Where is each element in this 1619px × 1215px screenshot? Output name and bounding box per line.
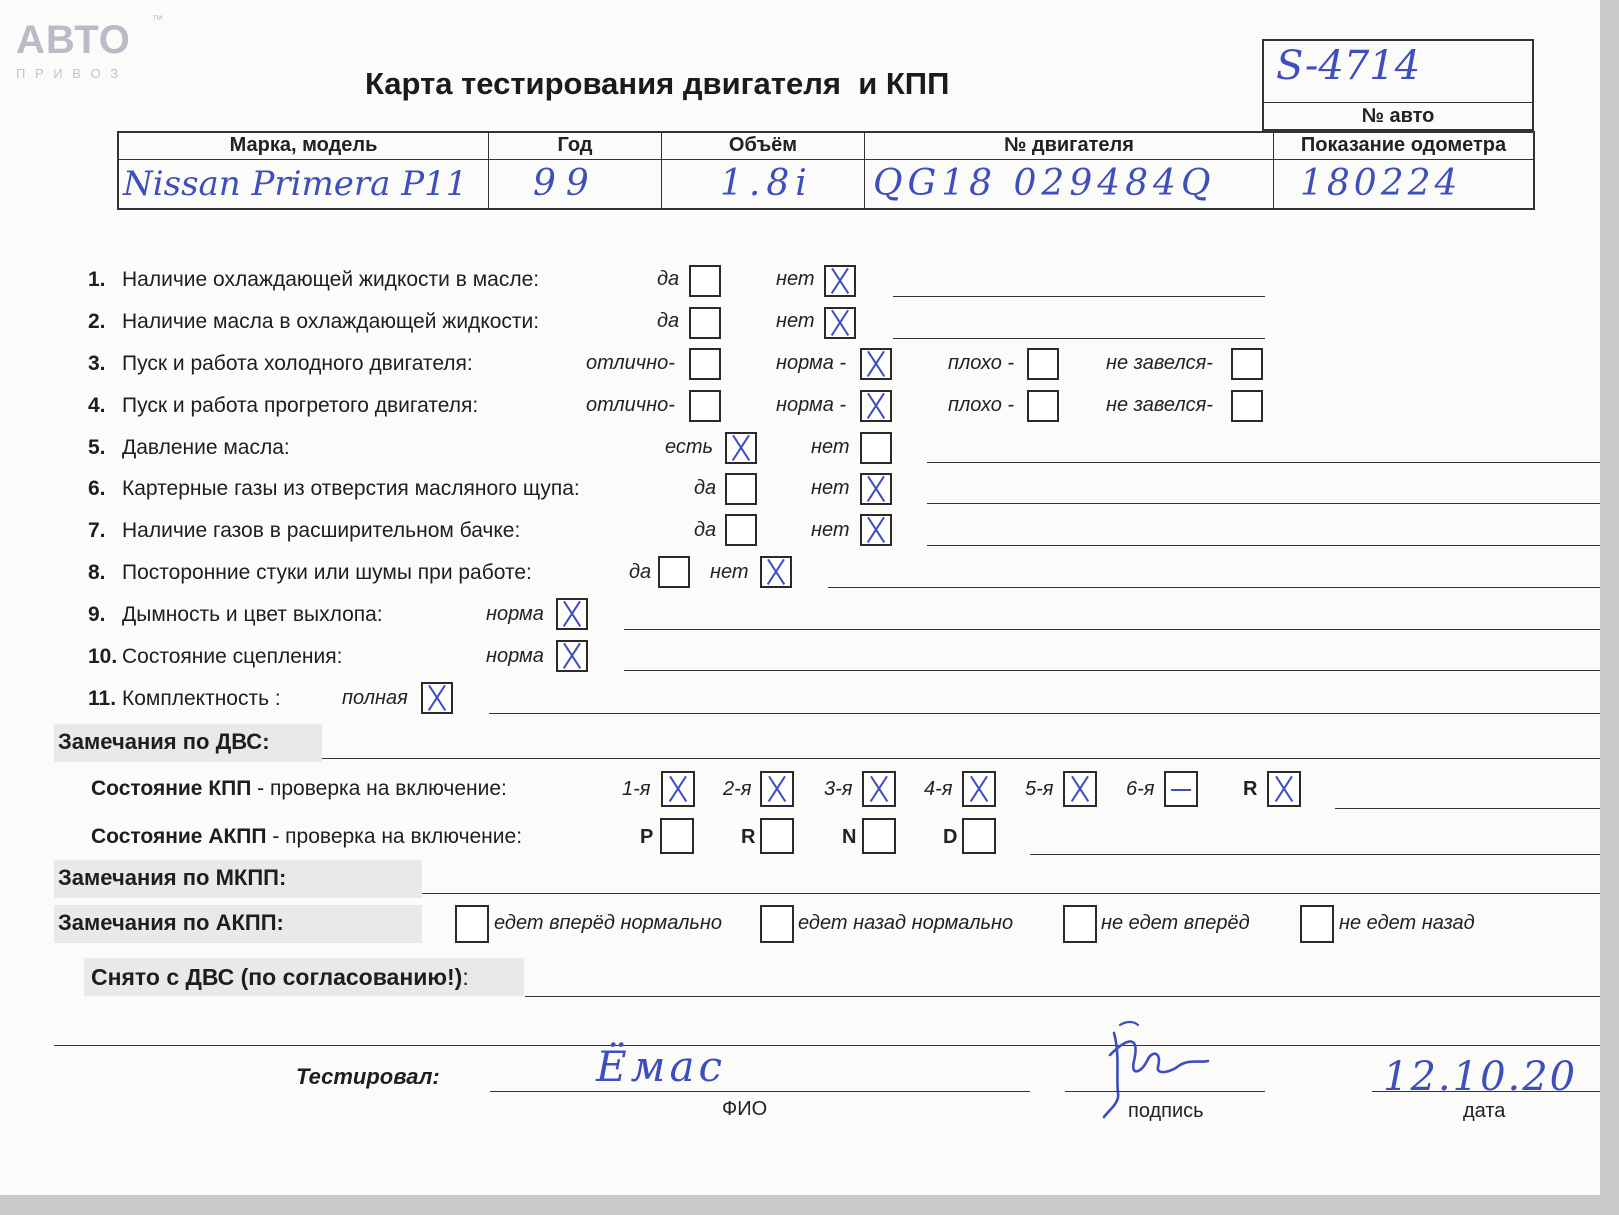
logo-main-text: АВТО <box>16 18 131 62</box>
gear-3-label: 3-я <box>824 778 853 800</box>
q4-no-start-checkbox[interactable] <box>1231 390 1263 422</box>
q4-excellent-label: отлично- <box>586 394 675 416</box>
gear-2-checkbox[interactable] <box>760 771 794 807</box>
question-6-text: Картерные газы из отверстия масляного щупа: <box>122 477 580 500</box>
engine-number-value: QG18 029484Q <box>865 159 1274 209</box>
q5-present-label: есть <box>665 436 714 458</box>
gear-r-label: R <box>1243 778 1258 800</box>
year-label: Год <box>489 132 662 159</box>
q4-excellent-checkbox[interactable] <box>689 390 721 422</box>
gear-5-label: 5-я <box>1025 778 1054 800</box>
mkpp-remarks-line <box>422 893 1600 894</box>
year-value: 99 <box>489 159 662 209</box>
q2-yes-label: да <box>657 310 680 332</box>
volume-label: Объём <box>662 132 865 159</box>
question-4: 4. Пуск и работа прогретого двигателя: <box>88 394 479 417</box>
q7-no-checkbox[interactable] <box>860 514 892 546</box>
akpp-p-checkbox[interactable] <box>660 818 694 854</box>
volume-value: 1.8i <box>662 159 865 209</box>
akpp-d-label: D <box>943 826 958 848</box>
vehicle-header-table <box>117 131 1535 210</box>
akpp-p-label: P <box>640 826 654 848</box>
q8-yes-label: да <box>629 561 652 583</box>
akpp-no-forward-label: не едет вперёд <box>1101 912 1250 934</box>
q3-normal-checkbox[interactable] <box>860 348 892 380</box>
gear-1-checkbox[interactable] <box>661 771 695 807</box>
q2-no-checkbox[interactable] <box>824 307 856 339</box>
q1-no-checkbox[interactable] <box>824 265 856 297</box>
q4-bad-label: плохо - <box>948 394 1015 416</box>
q4-bad-checkbox[interactable] <box>1027 390 1059 422</box>
q10-normal-checkbox[interactable] <box>556 640 588 672</box>
gear-6-checkbox[interactable] <box>1164 771 1198 807</box>
removed-label: Снято с ДВС (по согласованию!): <box>91 964 469 990</box>
question-3: 3. Пуск и работа холодного двигателя: <box>88 352 473 375</box>
question-5: 5. Давление масла: <box>88 436 290 459</box>
q1-yes-label: да <box>657 268 680 290</box>
q7-no-label: нет <box>811 519 850 541</box>
question-8-text: Посторонние стуки или шумы при работе: <box>122 561 532 584</box>
q5-absent-checkbox[interactable] <box>860 432 892 464</box>
date-value: 12.10.20 <box>1383 1054 1578 1100</box>
gear-4-label: 4-я <box>924 778 953 800</box>
engine-number-label: № двигателя <box>865 132 1274 159</box>
q9-normal-label: норма <box>486 603 544 625</box>
q6-yes-checkbox[interactable] <box>725 473 757 505</box>
odometer-value: 180224 <box>1274 159 1535 209</box>
mkpp-remarks-label: Замечания по МКПП: <box>58 865 287 890</box>
date-line <box>1372 1091 1600 1092</box>
question-1: 1. Наличие охлаждающей жидкости в масле: <box>88 268 540 291</box>
auto-number-label: № авто <box>1361 105 1435 127</box>
q6-yes-label: да <box>694 477 717 499</box>
akpp-d-checkbox[interactable] <box>962 818 996 854</box>
q9-normal-checkbox[interactable] <box>556 598 588 630</box>
akpp-r-checkbox[interactable] <box>760 818 794 854</box>
question-10-text: Состояние сцепления: <box>122 645 343 668</box>
q7-yes-checkbox[interactable] <box>725 514 757 546</box>
question-2: 2. Наличие масла в охлаждающей жидкости: <box>88 310 540 333</box>
avtoprivoz-logo <box>14 14 163 81</box>
q2-no-label: нет <box>776 310 815 332</box>
question-1-text: Наличие охлаждающей жидкости в масле: <box>122 268 540 291</box>
gear-6-label: 6-я <box>1126 778 1155 800</box>
model-label: Марка, модель <box>118 132 489 159</box>
akpp-n-label: N <box>842 826 857 848</box>
auto-number-value: S-4714 <box>1276 43 1421 89</box>
q8-no-label: нет <box>710 561 749 583</box>
logo-tm: ™ <box>152 14 163 26</box>
odometer-label: Показание одометра <box>1274 132 1535 159</box>
question-5-text: Давление масла: <box>122 436 290 459</box>
question-7: 7. Наличие газов в расширительном бачке: <box>88 519 521 542</box>
q1-no-label: нет <box>776 268 815 290</box>
q3-bad-checkbox[interactable] <box>1027 348 1059 380</box>
q8-no-checkbox[interactable] <box>760 556 792 588</box>
akpp-label: Состояние АКПП - проверка на включение: <box>91 825 523 848</box>
engine-remarks-line <box>322 758 1600 759</box>
akpp-forward-ok-checkbox[interactable] <box>455 905 489 943</box>
q4-no-start-label: не завелся- <box>1106 394 1213 416</box>
form-title: Карта тестирования двигателя и КПП <box>365 66 950 101</box>
q8-yes-checkbox[interactable] <box>658 556 690 588</box>
signature-label: подпись <box>1128 1100 1204 1122</box>
q3-no-start-label: не завелся- <box>1106 352 1213 374</box>
akpp-no-back-checkbox[interactable] <box>1300 905 1334 943</box>
gear-5-checkbox[interactable] <box>1063 771 1097 807</box>
q7-yes-label: да <box>694 519 717 541</box>
q3-bad-label: плохо - <box>948 352 1015 374</box>
gear-1-label: 1-я <box>622 778 651 800</box>
q4-normal-label: норма - <box>776 394 847 416</box>
q4-normal-checkbox[interactable] <box>860 390 892 422</box>
model-value: Nissan Primera P11 <box>118 159 489 209</box>
q3-normal-label: норма - <box>776 352 847 374</box>
fio-line <box>490 1091 1030 1092</box>
question-10: 10. Состояние сцепления: <box>88 645 343 668</box>
gear-4-checkbox[interactable] <box>962 771 996 807</box>
gear-2-label: 2-я <box>723 778 752 800</box>
akpp-no-forward-checkbox[interactable] <box>1063 905 1097 943</box>
question-9-text: Дымность и цвет выхлопа: <box>122 603 383 626</box>
question-4-text: Пуск и работа прогретого двигателя: <box>122 394 479 417</box>
question-2-text: Наличие масла в охлаждающей жидкости: <box>122 310 540 333</box>
q3-excellent-label: отлично- <box>586 352 675 374</box>
q3-no-start-checkbox[interactable] <box>1231 348 1263 380</box>
date-label: дата <box>1463 1100 1506 1122</box>
q6-no-label: нет <box>811 477 850 499</box>
gear-r-checkbox[interactable] <box>1267 771 1301 807</box>
logo-sub-text: П Р И В О З <box>16 66 122 81</box>
question-11: 11. Комплектность : <box>88 687 281 710</box>
auto-number-box <box>1262 39 1534 131</box>
signature-line <box>1065 1091 1265 1092</box>
q3-excellent-checkbox[interactable] <box>689 348 721 380</box>
akpp-forward-ok-label: едет вперёд нормально <box>494 912 723 934</box>
question-7-text: Наличие газов в расширительном бачке: <box>122 519 521 542</box>
q5-present-checkbox[interactable] <box>725 432 757 464</box>
engine-remarks-label: Замечания по ДВС: <box>58 729 270 754</box>
tester-name-value: Ёмас <box>596 1042 727 1091</box>
q5-absent-label: нет <box>811 436 850 458</box>
akpp-n-checkbox[interactable] <box>862 818 896 854</box>
q6-no-checkbox[interactable] <box>860 473 892 505</box>
akpp-no-back-label: не едет назад <box>1339 912 1475 934</box>
akpp-r-label: R <box>741 826 756 848</box>
akpp-back-ok-checkbox[interactable] <box>760 905 794 943</box>
question-6: 6. Картерные газы из отверстия масляного щупа: <box>88 477 580 500</box>
kpp-label: Состояние КПП - проверка на включение: <box>91 777 507 800</box>
question-8: 8. Посторонние стуки или шумы при работе: <box>88 561 532 584</box>
question-9: 9. Дымность и цвет выхлопа: <box>88 603 383 626</box>
q2-yes-checkbox[interactable] <box>689 307 721 339</box>
q10-normal-label: норма <box>486 645 544 667</box>
q1-yes-checkbox[interactable] <box>689 265 721 297</box>
q11-complete-checkbox[interactable] <box>421 682 453 714</box>
akpp-back-ok-label: едет назад нормально <box>798 912 1014 934</box>
fio-label: ФИО <box>722 1098 768 1120</box>
question-3-text: Пуск и работа холодного двигателя: <box>122 352 473 375</box>
q11-complete-label: полная <box>342 687 408 709</box>
tested-by-label: Тестировал: <box>296 1064 440 1089</box>
akpp-remarks-label: Замечания по АКПП: <box>58 910 284 935</box>
question-11-text: Комплектность : <box>122 687 281 710</box>
gear-3-checkbox[interactable] <box>862 771 896 807</box>
